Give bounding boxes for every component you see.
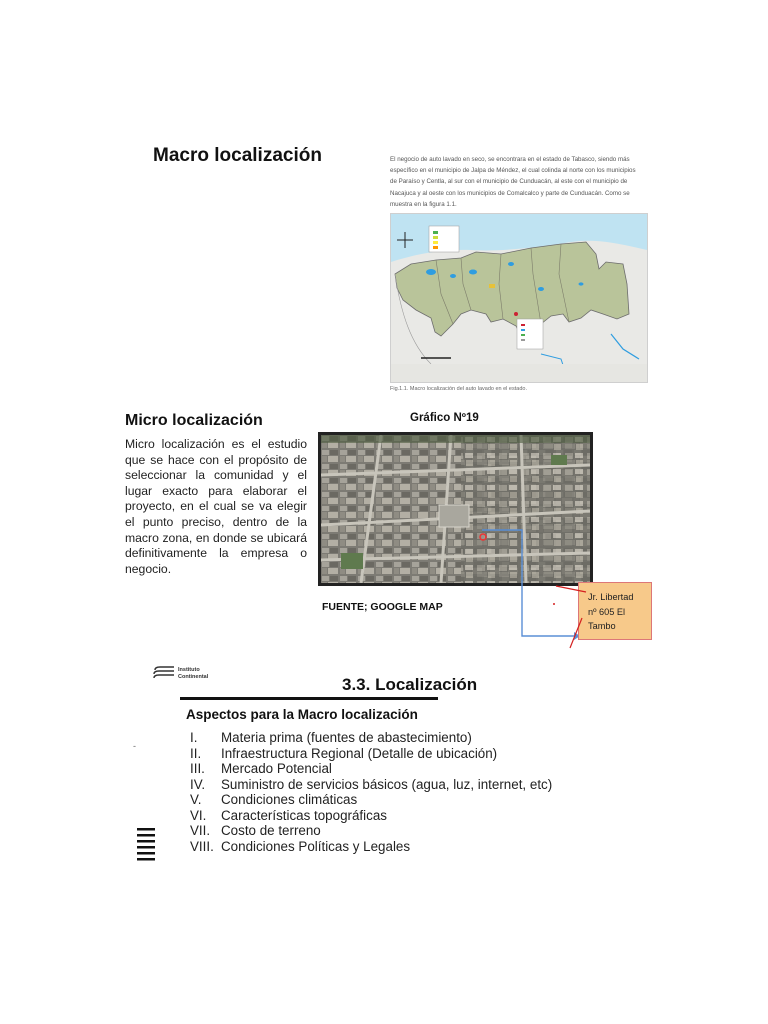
list-item-text: Materia prima (fuentes de abastecimiento) (221, 730, 472, 745)
aspects-list (190, 730, 552, 854)
tabasco-map-graphic (391, 214, 647, 382)
list-item (190, 823, 552, 839)
macro-title: Macro localización (153, 145, 322, 166)
list-item (190, 808, 552, 824)
source-label: FUENTE; GOOGLE MAP (322, 601, 443, 613)
list-item (190, 839, 552, 855)
list-item-text: Infraestructura Regional (Detalle de ubicación) (221, 745, 498, 761)
list-item-number: VI. (190, 807, 207, 823)
list-item-number: VII. (190, 823, 211, 838)
list-item-text: Características topográficas (221, 807, 387, 823)
list-item-text: Condiciones climáticas (221, 792, 358, 807)
macro-figure-caption: Fig.1.1. Macro localización del auto lavado en el estado. (390, 386, 527, 392)
list-item (190, 746, 552, 762)
list-item-number: IV. (190, 776, 206, 792)
list-item (190, 777, 552, 793)
red-pointer-lines (548, 580, 588, 650)
list-item-number: II. (190, 745, 202, 761)
list-item-number: V. (190, 792, 202, 807)
macro-paragraph: El negocio de auto lavado en seco, se encontrara en el estado de Tabasco, siendo más específico en el municipio de Jalpa de Méndez, el cual colinda al norte con los municipios de Paraíso y Centla, al sur con el municipio de Cunduacán, al este con el municipio de Nacajuca y al oeste con los municipios de Comalcalco y parte de Cunduacán. Como se muestra en la figura 1.1. (390, 156, 636, 208)
institute-logo-text: Instituto Continental (178, 667, 209, 680)
graphic-label: Gráfico Nº19 (410, 412, 479, 424)
micro-title: Micro localización (125, 412, 263, 429)
slide-title: 3.3. Localización (342, 675, 478, 694)
micro-paragraph: Micro localización es el estudio que se hace con el propósito de seleccionar la comunidad y el lugar exacto para elaborar el proyecto, en el cual se va elegir el punto preciso, dentro de la macro zona, en donde se ubicará definitivamente la empresa o negocio. (125, 437, 307, 576)
margin-mark: - (133, 741, 136, 751)
aspects-heading: Aspectos para la Macro localización (186, 707, 418, 722)
list-item-number: I. (190, 730, 198, 745)
address-callout-text: Jr. Libertad nº 605 El Tambo (588, 592, 634, 631)
list-item (190, 730, 552, 746)
list-item-number: III. (190, 761, 205, 776)
list-item-text: Suministro de servicios básicos (agua, luz, internet, etc) (221, 776, 553, 792)
list-item (190, 792, 552, 808)
tabasco-map (390, 213, 648, 383)
list-item (190, 761, 552, 777)
list-item-text: Mercado Potencial (221, 761, 332, 776)
title-divider (180, 697, 438, 700)
list-item-text: Condiciones Políticas y Legales (221, 838, 411, 854)
list-item-text: Costo de terreno (221, 823, 321, 838)
slide-side-marks (137, 828, 157, 864)
list-item-number: VIII. (190, 838, 214, 854)
